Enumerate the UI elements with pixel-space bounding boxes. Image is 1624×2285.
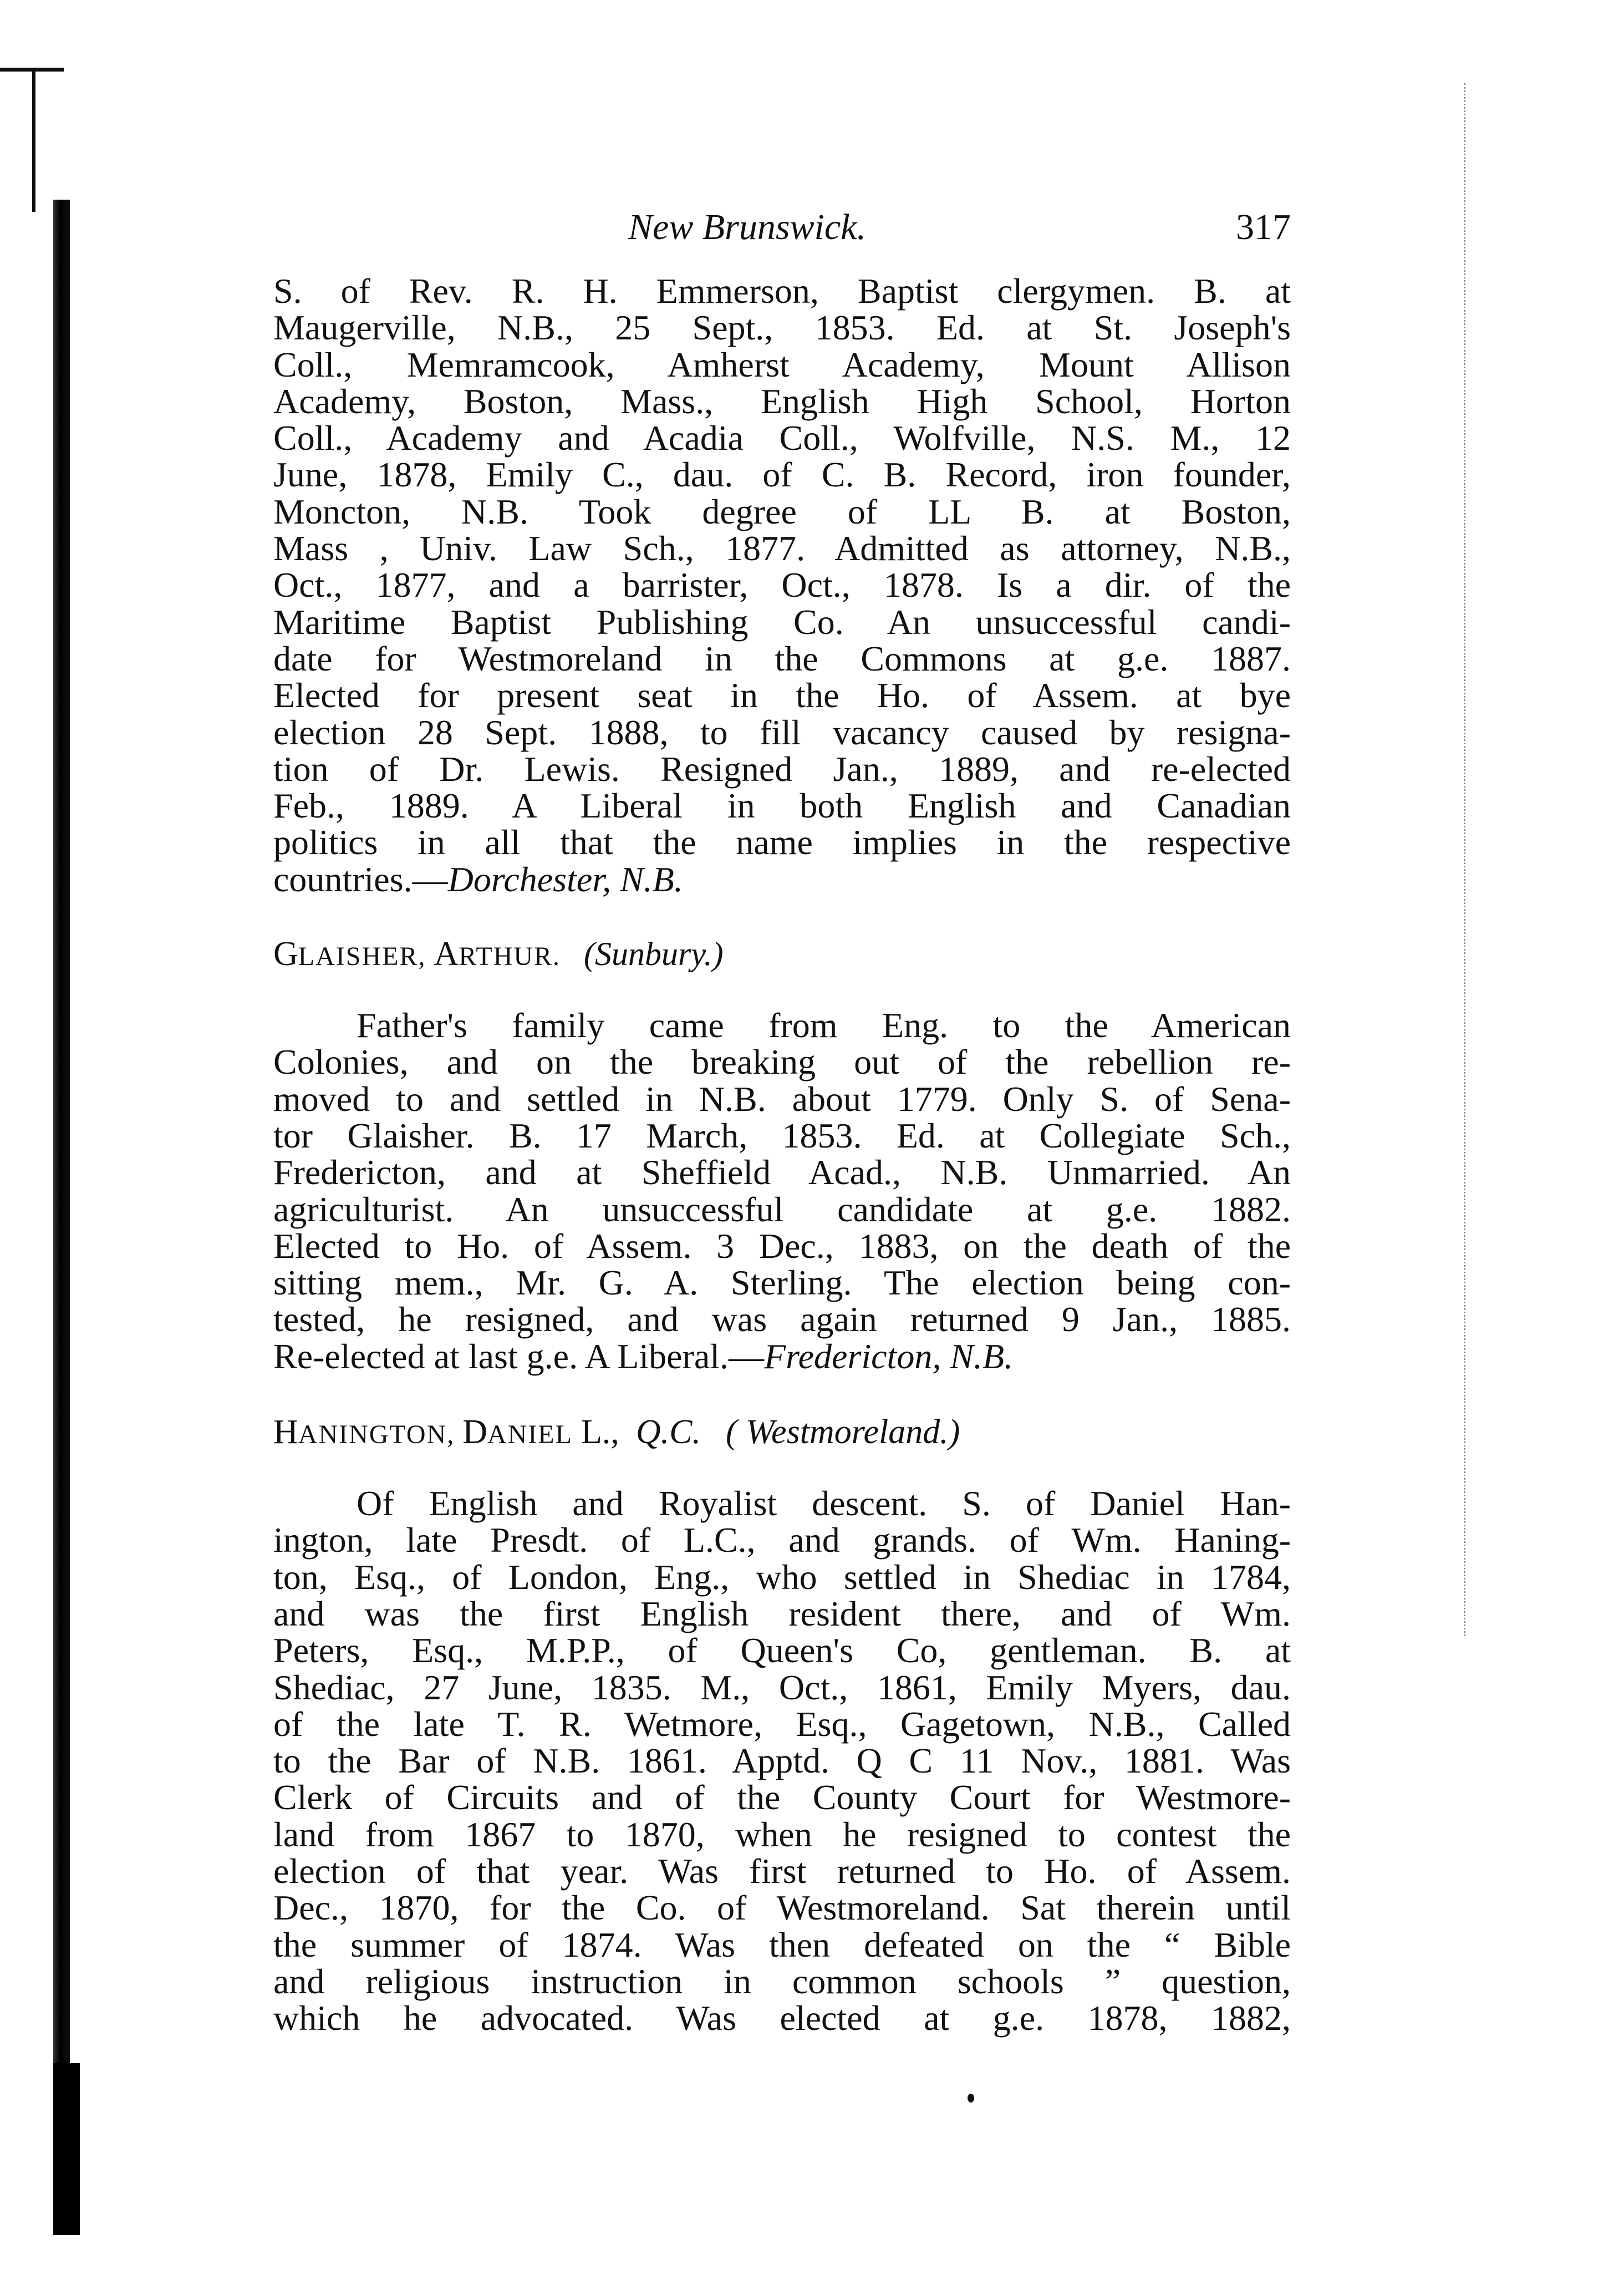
text-line: Elected to Ho. of Assem. 3 Dec., 1883, on the death of the	[273, 1226, 1291, 1266]
running-head-title: New Brunswick.	[628, 207, 866, 247]
text-line: Of English and Royalist descent. S. of Daniel Han-	[357, 1484, 1291, 1524]
surname-initial: H	[273, 1413, 298, 1451]
ink-speck	[968, 2094, 974, 2103]
binding-edge-shadow-bottom	[53, 2063, 80, 2235]
middle-initial: L.,	[581, 1413, 619, 1451]
text-line: Coll., Memramcook, Amherst Academy, Mount Allison	[273, 344, 1291, 384]
page-body	[273, 206, 1291, 2037]
text-line: Shediac, 27 June, 1835. M., Oct., 1861, Emily Myers, dau.	[273, 1667, 1291, 1707]
constituency: ( Westmoreland.)	[725, 1413, 960, 1451]
text-line: tion of Dr. Lewis. Resigned Jan., 1889, and re-elected	[273, 749, 1291, 789]
text-line: Oct., 1877, and a barrister, Oct., 1878. Is a dir. of the	[273, 565, 1291, 605]
text-line: Moncton, N.B. Took degree of LL B. at Boston,	[273, 491, 1291, 531]
honorific: Q.C.	[635, 1413, 701, 1451]
text-line-last	[273, 1338, 1291, 1375]
place-signature: Dorchester, N.B.	[447, 859, 683, 899]
text-line: S. of Rev. R. H. Emmerson, Baptist clergymen. B. at	[273, 271, 1291, 311]
text-line: Maritime Baptist Publishing Co. An unsuccessful candi-	[273, 602, 1291, 642]
text-line: date for Westmoreland in the Commons at g.e. 1887.	[273, 638, 1291, 678]
text-run: countries.—	[273, 859, 448, 899]
text-line: Father's family came from Eng. to the American	[357, 1006, 1291, 1045]
text-line: Colonies, and on the breaking out of the rebellion re-	[273, 1042, 1291, 1082]
text-line: which he advocated. Was elected at g.e. 1878, 1882,	[273, 1998, 1291, 2038]
given-rest: RTHUR	[459, 942, 553, 972]
surname-initial: G	[273, 935, 298, 973]
text-line: sitting mem., Mr. G. A. Sterling. The election being con-	[273, 1263, 1291, 1303]
running-head	[273, 206, 1291, 273]
text-line: politics in all that the name implies in the respective	[273, 822, 1291, 862]
entry-heading-glaisher: GLAISHER, ARTHUR. (Sunbury.)	[273, 935, 724, 973]
right-margin-specks	[1464, 83, 1477, 1636]
text-line: to the Bar of N.B. 1861. Apptd. Q C 11 Nov., 1881. Was	[273, 1741, 1291, 1781]
text-line: of the late T. R. Wetmore, Esq., Gagetown, N.B., Called	[273, 1704, 1291, 1744]
place-signature: Fredericton, N.B.	[764, 1336, 1014, 1376]
binding-edge-shadow	[53, 200, 70, 2085]
given-initial: A	[434, 935, 459, 973]
text-line: ington, late Presdt. of L.C., and grands. of Wm. Haning-	[273, 1520, 1291, 1560]
entry-hanington-paragraph	[273, 1485, 1291, 2037]
surname-rest: ANINGTON	[298, 1420, 447, 1450]
given-initial: D	[462, 1413, 487, 1451]
text-line: election 28 Sept. 1888, to fill vacancy caused by resigna-	[273, 712, 1291, 752]
text-line: June, 1878, Emily C., dau. of C. B. Record, iron founder,	[273, 455, 1291, 495]
text-line: Clerk of Circuits and of the County Court for Westmore-	[273, 1778, 1291, 1817]
text-line-last	[273, 861, 1291, 898]
text-line: Feb., 1889. A Liberal in both English and Canadian	[273, 786, 1291, 826]
entry-glaisher-paragraph	[273, 1007, 1291, 1375]
text-line: the summer of 1874. Was then defeated on the “ Bible	[273, 1925, 1291, 1964]
text-line: Elected for present seat in the Ho. of Assem. at bye	[273, 676, 1291, 715]
text-line: land from 1867 to 1870, when he resigned to contest the	[273, 1814, 1291, 1854]
text-line: moved to and settled in N.B. about 1779. Only S. of Sena-	[273, 1079, 1291, 1119]
text-line: Maugerville, N.B., 25 Sept., 1853. Ed. at St. Joseph's	[273, 308, 1291, 348]
text-line: and was the first English resident there, and of Wm.	[273, 1593, 1291, 1633]
given-rest: ANIEL	[487, 1420, 573, 1450]
constituency: (Sunbury.)	[584, 936, 724, 973]
entry-emmerson-paragraph	[273, 273, 1291, 898]
text-line: Academy, Boston, Mass., English High School, Horton	[273, 381, 1291, 421]
text-line: agriculturist. An unsuccessful candidate at g.e. 1882.	[273, 1189, 1291, 1229]
text-line: Coll., Academy and Acadia Coll., Wolfville, N.S. M., 12	[273, 418, 1291, 458]
text-line: Mass , Univ. Law Sch., 1877. Admitted as attorney, N.B.,	[273, 529, 1291, 568]
text-line: and religious instruction in common schools ” question,	[273, 1961, 1291, 2001]
text-line: tested, he resigned, and was again returned 9 Jan., 1885.	[273, 1299, 1291, 1339]
text-line: tor Glaisher. B. 17 March, 1853. Ed. at Collegiate Sch.,	[273, 1115, 1291, 1155]
entry-heading-hanington: HANINGTON, DANIEL L., Q.C. ( Westmoreland.)	[273, 1413, 960, 1451]
text-line: Dec., 1870, for the Co. of Westmoreland. Sat therein until	[273, 1888, 1291, 1928]
surname-rest: LAISHER	[298, 942, 419, 972]
text-line: ton, Esq., of London, Eng., who settled in Shediac in 1784,	[273, 1557, 1291, 1597]
page-number: 317	[1236, 207, 1291, 247]
text-line: Fredericton, and at Sheffield Acad., N.B. Unmarried. An	[273, 1152, 1291, 1192]
text-line: Peters, Esq., M.P.P., of Queen's Co, gentleman. B. at	[273, 1631, 1291, 1670]
binding-edge-rule	[32, 68, 35, 212]
text-line: election of that year. Was first returned to Ho. of Assem.	[273, 1851, 1291, 1891]
text-run: Re-elected at last g.e. A Liberal.—	[273, 1336, 764, 1376]
